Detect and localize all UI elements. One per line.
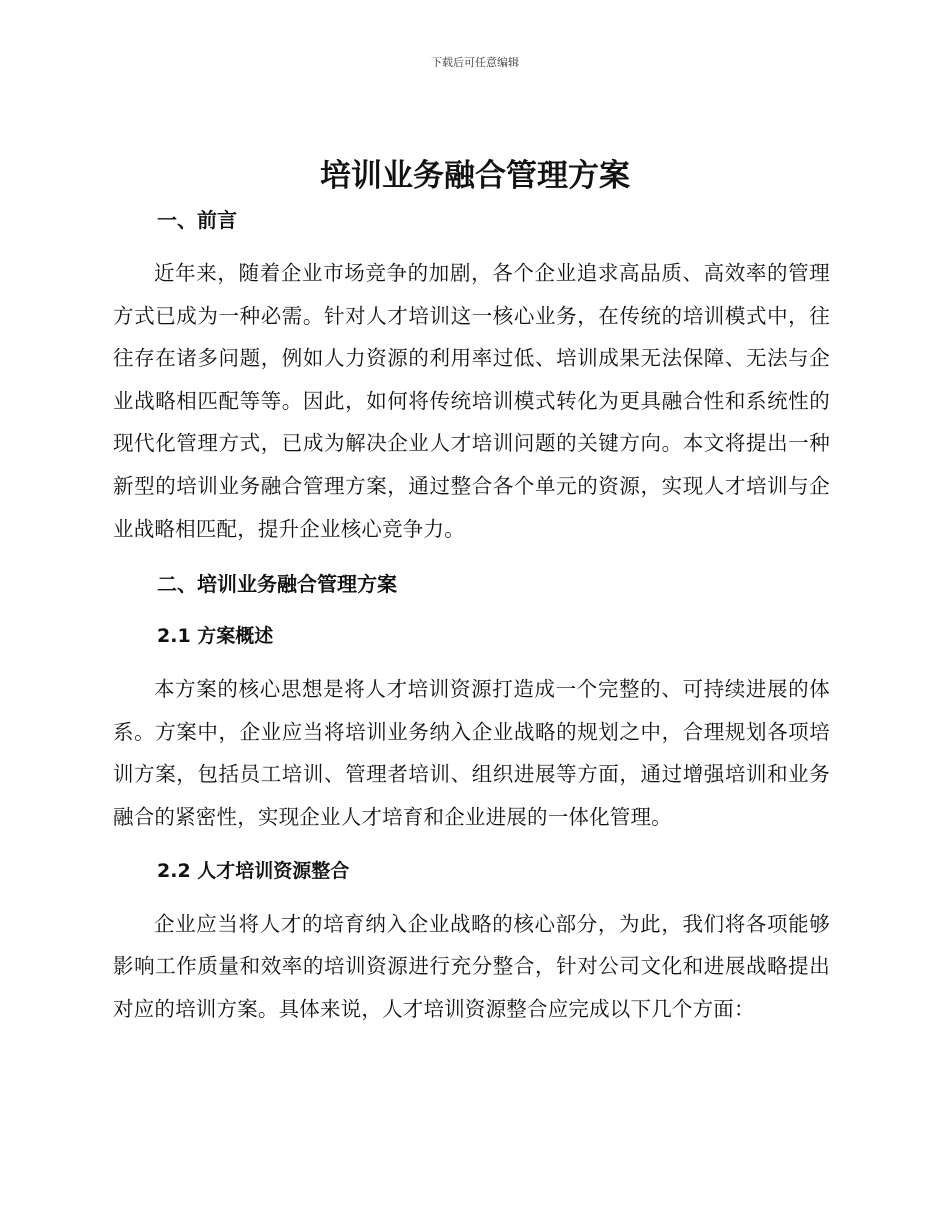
header-note: 下载后可任意编辑 [431, 56, 519, 69]
subsection-heading-integration: 2.2 人才培训资源整合 [157, 859, 350, 882]
integration-paragraph: 企业应当将人才的培育纳入企业战略的核心部分，为此，我们将各项能够影响工作质量和效率的培训资源进行充分整合，针对公司文化和进展战略提出对应的培训方案。具体来说，人才培训资源整合应完成以下几个方面： [113, 911, 830, 1021]
document-title: 培训业务融合管理方案 [320, 158, 630, 194]
overview-paragraph: 本方案的核心思想是将人才培训资源打造成一个完整的、可持续进展的体系。方案中，企业应当将培训业务纳入企业战略的规划之中，合理规划各项培训方案，包括员工培训、管理者培训、组织进展等方面，通过增强培训和业务融合的紧密性，实现企业人才培育和企业进展的一体化管理。 [113, 677, 830, 829]
document-body [113, 200, 830, 1030]
intro-paragraph: 近年来，随着企业市场竞争的加剧，各个企业追求高品质、高效率的管理方式已成为一种必需。针对人才培训这一核心业务，在传统的培训模式中，往往存在诸多问题，例如人力资源的利用率过低、培训成果无法保障、无法与企业战略相匹配等等。因此，如何将传统培训模式转化为更具融合性和系统性的现代化管理方式，已成为解决企业人才培训问题的关键方向。本文将提出一种新型的培训业务融合管理方案，通过整合各个单元的资源，实现人才培训与企业战略相匹配，提升企业核心竞争力。 [113, 261, 830, 541]
section-heading-plan: 二、培训业务融合管理方案 [157, 572, 397, 597]
section-heading-intro: 一、前言 [157, 208, 237, 232]
subsection-heading-overview: 2.1 方案概述 [157, 625, 274, 648]
